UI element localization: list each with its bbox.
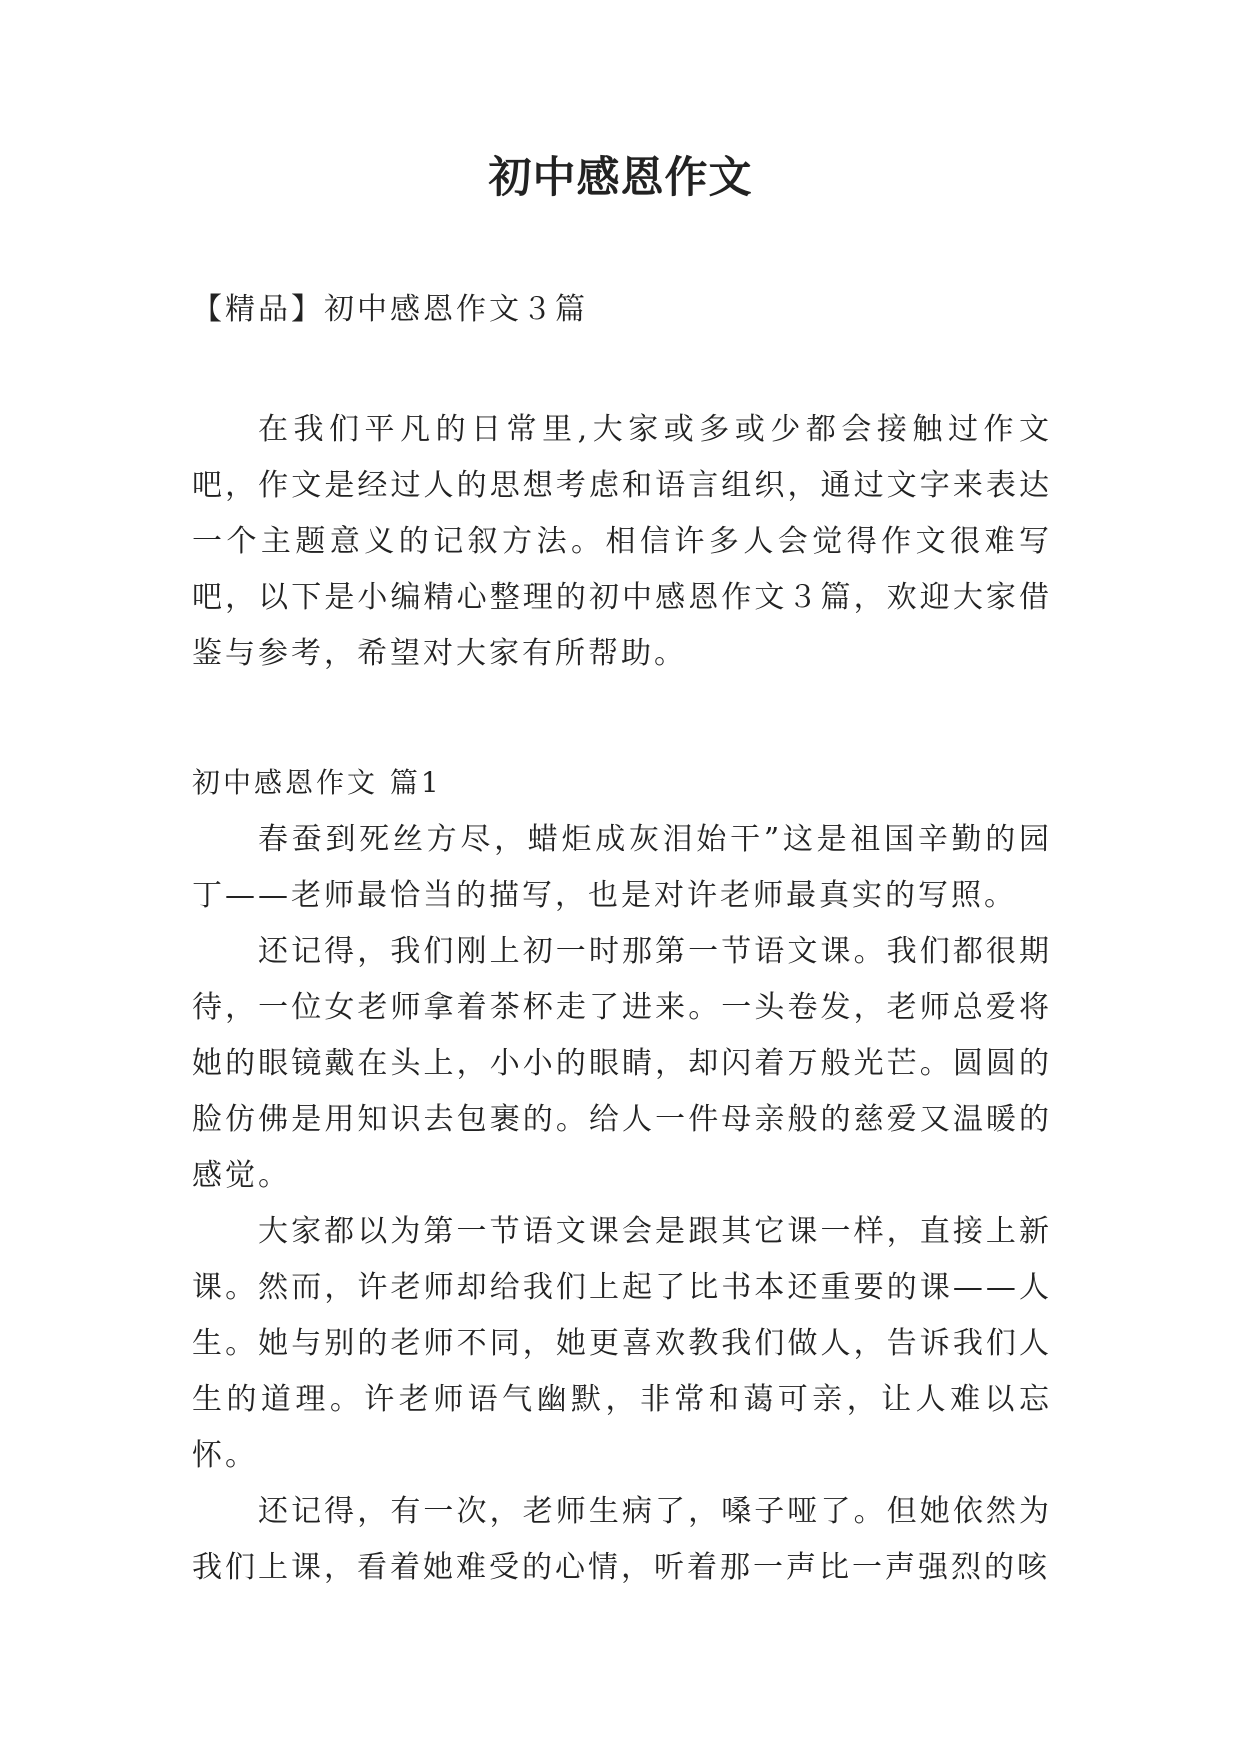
essay-paragraph: 春蚕到死丝方尽，蜡炬成灰泪始干”这是祖国辛勤的园丁——老师最恰当的描写，也是对许老师最真实的写照。 <box>192 822 1052 913</box>
document-subtitle: 【精品】初中感恩作文３篇 <box>192 292 588 327</box>
essay-paragraph: 大家都以为第一节语文课会是跟其它课一样，直接上新课。然而，许老师却给我们上起了比书本还重要的课——人生。她与别的老师不同，她更喜欢教我们做人，告诉我们人生的道理。许老师语气幽默，非常和蔼可亲，让人难以忘怀。 <box>192 1214 1052 1473</box>
document-title: 初中感恩作文 <box>488 153 753 203</box>
essay-paragraph: 还记得，我们刚上初一时那第一节语文课。我们都很期待，一位女老师拿着茶杯走了进来。一头卷发，老师总爱将她的眼镜戴在头上，小小的眼睛，却闪着万般光芒。圆圆的脸仿佛是用知识去包裹的。给人一件母亲般的慈爱又温暖的感觉。 <box>192 934 1052 1193</box>
essay-body <box>192 812 1052 1596</box>
essay-paragraph: 还记得，有一次，老师生病了，嗓子哑了。但她依然为我们上课，看着她难受的心情，听着那一声比一声强烈的咳 <box>192 1494 1052 1585</box>
intro-section <box>192 402 1052 682</box>
intro-paragraph: 在我们平凡的日常里,大家或多或少都会接触过作文吧，作文是经过人的思想考虑和语言组织，通过文字来表达一个主题意义的记叙方法。相信许多人会觉得作文很难写吧，以下是小编精心整理的初中感恩作文３篇，欢迎大家借鉴与参考，希望对大家有所帮助。 <box>192 412 1052 671</box>
essay-heading: 初中感恩作文 篇1 <box>192 766 442 799</box>
